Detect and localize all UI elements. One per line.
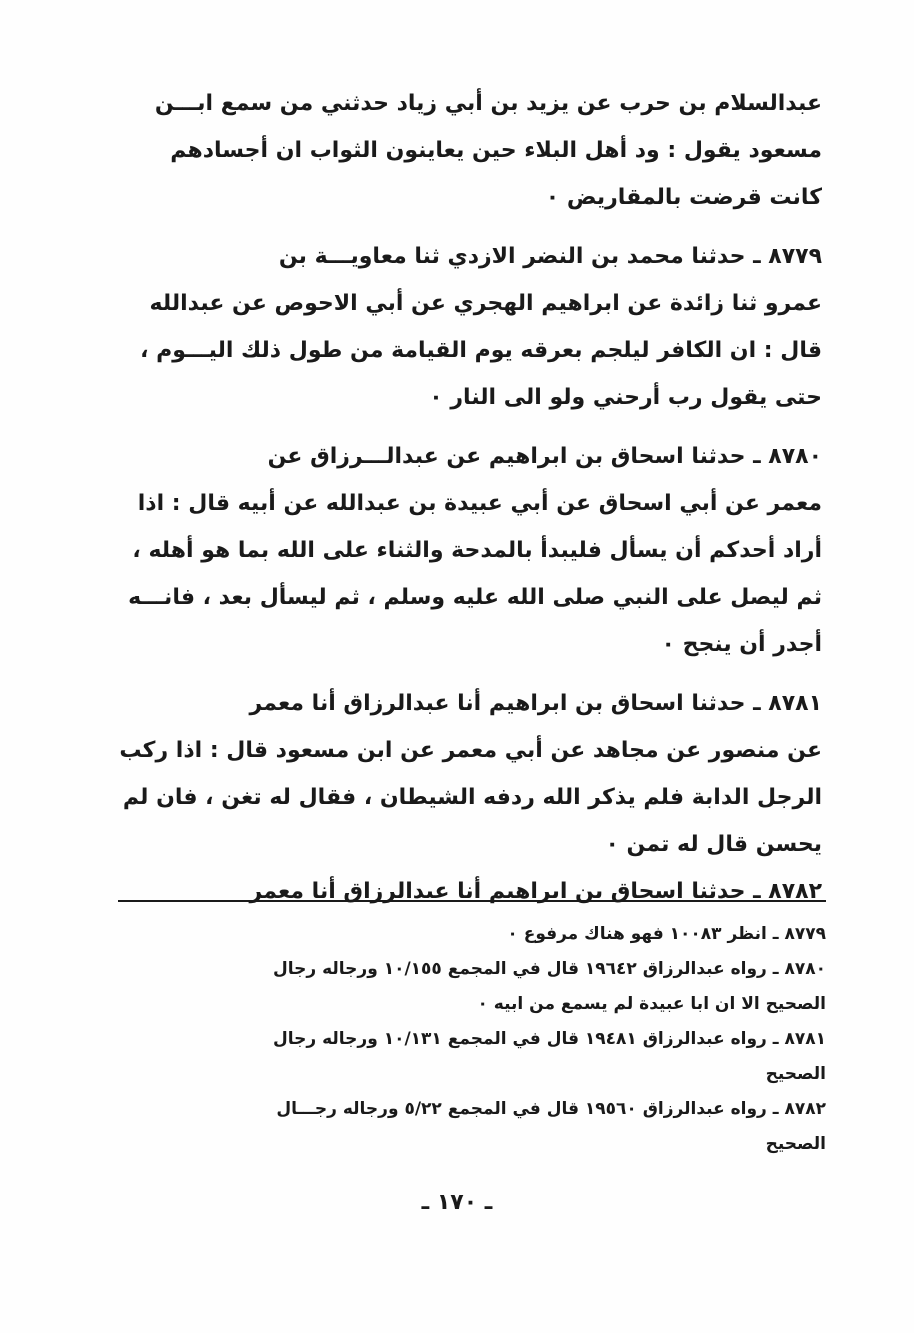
main-text xyxy=(110,80,822,915)
footnote-line: الصحيح الا ان ابا عبيدة لم يسمع من ابيه ٠ xyxy=(477,994,826,1014)
text-line: الرجل الدابة فلم يذكر الله ردفه الشيطان ، فقال له تغن ، فان لم xyxy=(122,785,822,810)
text-line: ٨٧٨٢ ـ حدثنا اسحاق بن ابراهيم أنا عبدالرزاق أنا معمر xyxy=(249,879,822,904)
page-number: ـ ١٧٠ ـ xyxy=(421,1190,493,1215)
footnote-line: ٨٧٧٩ ـ انظر ١٠٠٨٣ فهو هناك مرفوع ٠ xyxy=(507,924,826,944)
hadith-8779 xyxy=(110,233,822,421)
hadith-8782 xyxy=(110,868,822,915)
hadith-8780 xyxy=(110,433,822,668)
text-line: عبدالسلام بن حرب عن يزيد بن أبي زياد حدثني من سمع ابـــن xyxy=(154,91,822,116)
footnote-divider xyxy=(118,900,826,902)
text-line: يحسن قال له تمن ٠ xyxy=(605,832,822,857)
text-line: أجدر أن ينجح ٠ xyxy=(661,632,822,657)
text-line: عمرو ثنا زائدة عن ابراهيم الهجري عن أبي الاحوص عن عبدالله xyxy=(149,291,822,316)
paragraph-continuation xyxy=(110,80,822,221)
text-line: معمر عن أبي اسحاق عن أبي عبيدة بن عبدالله عن أبيه قال : اذا xyxy=(137,491,822,516)
footnotes xyxy=(110,917,826,1162)
text-line: ٨٧٨٠ ـ حدثنا اسحاق بن ابراهيم عن عبدالـــرزاق عن xyxy=(267,444,822,469)
text-line: ٨٧٨١ ـ حدثنا اسحاق بن ابراهيم أنا عبدالرزاق أنا معمر xyxy=(249,691,822,716)
footnote-line: ٨٧٨٢ ـ رواه عبدالرزاق ١٩٥٦٠ قال في المجمع ٥/٢٢ ورجاله رجـــال xyxy=(276,1099,826,1119)
text-line: عن منصور عن مجاهد عن أبي معمر عن ابن مسعود قال : اذا ركب xyxy=(119,738,822,763)
text-line: أراد أحدكم أن يسأل فليبدأ بالمدحة والثناء على الله بما هو أهله ، xyxy=(132,538,822,563)
text-line: قال : ان الكافر ليلجم بعرقه يوم القيامة من طول ذلك اليـــوم ، xyxy=(140,338,822,363)
footnote-line: ٨٧٨٠ ـ رواه عبدالرزاق ١٩٦٤٢ قال في المجمع ١٠/١٥٥ ورجاله رجال xyxy=(272,959,826,979)
hadith-8781 xyxy=(110,680,822,868)
text-line: ٨٧٧٩ ـ حدثنا محمد بن النضر الازدي ثنا معاويـــة بن xyxy=(278,244,822,269)
text-line: مسعود يقول : ود أهل البلاء حين يعاينون الثواب ان أجسادهم xyxy=(170,138,822,163)
text-line: كانت قرضت بالمقاريض ٠ xyxy=(545,185,822,210)
footnote-line: ٨٧٨١ ـ رواه عبدالرزاق ١٩٤٨١ قال في المجمع ١٠/١٣١ ورجاله رجال xyxy=(272,1029,826,1049)
text-line: ثم ليصل على النبي صلى الله عليه وسلم ، ثم ليسأل بعد ، فانـــه xyxy=(128,585,822,610)
footnote-line: الصحيح xyxy=(765,1064,826,1084)
footnote-line: الصحيح xyxy=(765,1134,826,1154)
text-line: حتى يقول رب أرحني ولو الى النار ٠ xyxy=(429,385,822,410)
